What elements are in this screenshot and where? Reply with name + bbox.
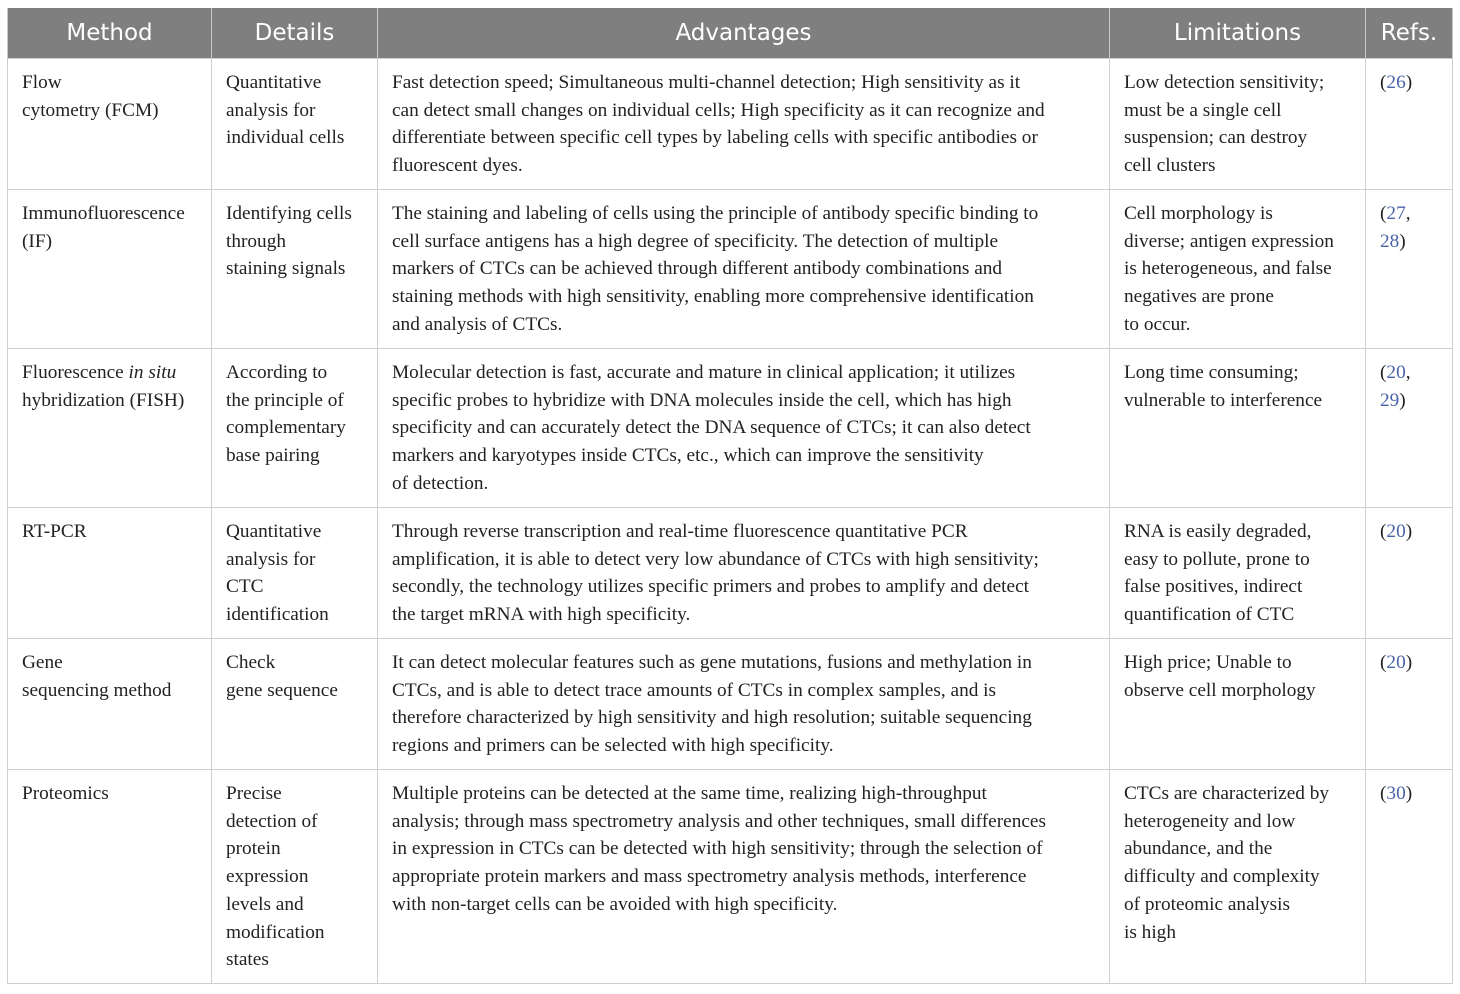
details-line: individual cells — [226, 127, 345, 149]
ref-paren: ( — [1380, 521, 1387, 542]
table-row — [8, 190, 1453, 349]
details-line: Check — [226, 652, 276, 673]
limitations-line: diverse; antigen expression — [1124, 230, 1334, 252]
limitations-line: Long time consuming; — [1124, 362, 1299, 383]
details-line: base pairing — [226, 445, 320, 467]
ref-link[interactable]: 29 — [1380, 389, 1400, 411]
details-line: complementary — [226, 417, 346, 439]
limitations-line: is heterogeneous, and false — [1124, 258, 1332, 280]
details-cell — [212, 190, 378, 349]
method-line — [22, 359, 203, 387]
advantages-line: in expression in CTCs can be detected with high sensitivity; through the selection of — [392, 838, 1043, 860]
ref-paren: ( — [1380, 362, 1387, 383]
limitations-line: of proteomic analysis — [1124, 893, 1290, 915]
details-line: analysis for — [226, 99, 316, 121]
ref-link[interactable]: 30 — [1386, 783, 1406, 804]
limitations-line: must be a single cell — [1124, 99, 1282, 121]
ref-paren: ( — [1380, 72, 1387, 93]
details-line: through — [226, 230, 286, 252]
method-line: Proteomics — [22, 783, 109, 804]
advantages-line: of detection. — [392, 472, 489, 494]
refs-cell — [1366, 770, 1453, 984]
ref-link[interactable]: 20 — [1386, 652, 1406, 673]
limitations-line: negatives are prone — [1124, 286, 1274, 308]
limitations-line: High price; Unable to — [1124, 652, 1292, 673]
header-limitations: Limitations — [1110, 8, 1366, 59]
advantages-line: cell surface antigens has a high degree of specificity. The detection of multiple — [392, 230, 999, 252]
advantages-line: CTCs, and is able to detect trace amounts of CTCs in complex samples, and is — [392, 679, 997, 701]
ref-link[interactable]: 20 — [1386, 521, 1406, 542]
advantages-line: analysis; through mass spectrometry analysis and other techniques, small differences — [392, 810, 1046, 832]
details-line: states — [226, 949, 269, 971]
details-line: modification — [226, 921, 325, 943]
advantages-line: appropriate protein markers and mass spectrometry analysis methods, interference — [392, 866, 1027, 888]
limitations-line: vulnerable to interference — [1124, 389, 1323, 411]
limitations-line: false positives, indirect — [1124, 576, 1303, 598]
limitations-line: abundance, and the — [1124, 838, 1273, 860]
header-details: Details — [212, 8, 378, 59]
limitations-cell — [1110, 639, 1366, 770]
advantages-cell — [378, 349, 1110, 508]
header-method: Method — [8, 8, 212, 59]
table-row — [8, 508, 1453, 639]
advantages-line: differentiate between specific cell types by labeling cells with specific antibodies or — [392, 127, 1038, 149]
details-line: identification — [226, 604, 329, 626]
ref-link[interactable]: 20 — [1386, 362, 1406, 383]
advantages-line: staining methods with high sensitivity, enabling more comprehensive identification — [392, 286, 1034, 308]
advantages-line: secondly, the technology utilizes specific primers and probes to amplify and detect — [392, 576, 1029, 598]
advantages-line: Through reverse transcription and real-time fluorescence quantitative PCR — [392, 521, 968, 542]
advantages-line: Fast detection speed; Simultaneous multi-channel detection; High sensitivity as it — [392, 72, 1021, 93]
details-cell — [212, 770, 378, 984]
limitations-cell — [1110, 770, 1366, 984]
details-cell — [212, 508, 378, 639]
details-line: Quantitative — [226, 521, 322, 542]
method-line: Gene — [22, 652, 63, 673]
details-line: gene sequence — [226, 679, 338, 701]
limitations-line: Cell morphology is — [1124, 203, 1273, 224]
limitations-line: Low detection sensitivity; — [1124, 72, 1325, 93]
advantages-line: fluorescent dyes. — [392, 155, 523, 177]
advantages-line: specificity and can accurately detect the DNA sequence of CTCs; it can also detect — [392, 417, 1031, 439]
advantages-line: Molecular detection is fast, accurate and mature in clinical application; it utilizes — [392, 362, 1016, 383]
method-italic-text: in situ — [128, 362, 177, 383]
limitations-cell — [1110, 349, 1366, 508]
ref-paren: ( — [1380, 203, 1387, 224]
ref-link[interactable]: 27 — [1386, 203, 1406, 224]
refs-cell: (27, 28) — [1366, 190, 1453, 349]
advantages-cell — [378, 59, 1110, 190]
header-advantages: Advantages — [378, 8, 1110, 59]
details-line: staining signals — [226, 258, 346, 280]
details-line: the principle of — [226, 389, 344, 411]
refs-cell — [1366, 59, 1453, 190]
limitations-line: quantification of CTC — [1124, 604, 1295, 626]
limitations-line: is high — [1124, 921, 1176, 943]
method-cell — [8, 59, 212, 190]
table-row — [8, 639, 1453, 770]
advantages-line: The staining and labeling of cells using the principle of antibody specific binding to — [392, 203, 1039, 224]
ref-paren: ) — [1405, 521, 1413, 542]
advantages-line: Multiple proteins can be detected at the same time, realizing high-throughput — [392, 783, 987, 804]
details-line: analysis for — [226, 548, 316, 570]
details-line: CTC — [226, 576, 264, 598]
method-line: (IF) — [22, 230, 52, 252]
table-row — [8, 349, 1453, 508]
details-line: protein — [226, 838, 281, 860]
method-cell — [8, 190, 212, 349]
advantages-line: and analysis of CTCs. — [392, 313, 563, 335]
method-cell — [8, 508, 212, 639]
advantages-line: specific probes to hybridize with DNA molecules inside the cell, which has high — [392, 389, 1012, 411]
ref-paren: ( — [1380, 652, 1387, 673]
details-cell — [212, 639, 378, 770]
advantages-line: amplification, it is able to detect very low abundance of CTCs with high sensitivity; — [392, 548, 1039, 570]
limitations-line: CTCs are characterized by — [1124, 783, 1330, 804]
table-row — [8, 59, 1453, 190]
details-line: detection of — [226, 810, 318, 832]
limitations-line: easy to pollute, prone to — [1124, 548, 1310, 570]
refs-cell — [1366, 639, 1453, 770]
advantages-line: markers and karyotypes inside CTCs, etc., which can improve the sensitivity — [392, 445, 984, 467]
method-cell — [8, 770, 212, 984]
ref-paren: ) — [1399, 230, 1406, 252]
details-line: Quantitative — [226, 72, 322, 93]
ref-paren: ( — [1380, 783, 1387, 804]
limitations-line: RNA is easily degraded, — [1124, 521, 1312, 542]
method-text: Fluorescence — [22, 362, 129, 383]
ref-paren: ) — [1405, 783, 1413, 804]
ref-paren: ) — [1405, 72, 1413, 93]
method-line: hybridization (FISH) — [22, 389, 185, 411]
advantages-cell — [378, 770, 1110, 984]
limitations-line: to occur. — [1124, 313, 1191, 335]
limitations-line: cell clusters — [1124, 155, 1216, 177]
limitations-cell — [1110, 59, 1366, 190]
advantages-line: the target mRNA with high specificity. — [392, 604, 691, 626]
details-line: Precise — [226, 783, 282, 804]
advantages-cell — [378, 639, 1110, 770]
limitations-cell — [1110, 190, 1366, 349]
header-refs: Refs. — [1366, 8, 1453, 59]
method-line: sequencing method — [22, 679, 172, 701]
limitations-line: observe cell morphology — [1124, 679, 1316, 701]
refs-cell — [1366, 508, 1453, 639]
method-cell — [8, 349, 212, 508]
method-line: Flow — [22, 72, 62, 93]
details-cell — [212, 59, 378, 190]
method-line: cytometry (FCM) — [22, 99, 159, 121]
details-line: expression — [226, 866, 309, 888]
advantages-line: It can detect molecular features such as gene mutations, fusions and methylation in — [392, 652, 1032, 673]
limitations-line: suspension; can destroy — [1124, 127, 1308, 149]
limitations-line: heterogeneity and low — [1124, 810, 1296, 832]
advantages-line: with non-target cells can be avoided with high specificity. — [392, 893, 838, 915]
header-row — [8, 8, 1453, 59]
method-line: RT-PCR — [22, 521, 87, 542]
ref-paren: ) — [1405, 652, 1413, 673]
ref-paren: ) — [1399, 389, 1406, 411]
advantages-line: therefore characterized by high sensitivity and high resolution; suitable sequencing — [392, 707, 1032, 729]
ref-link[interactable]: 26 — [1386, 72, 1406, 93]
limitations-cell — [1110, 508, 1366, 639]
advantages-line: regions and primers can be selected with high specificity. — [392, 735, 834, 757]
details-cell — [212, 349, 378, 508]
methods-table — [7, 8, 1453, 984]
advantages-cell — [378, 508, 1110, 639]
refs-cell: (20, 29) — [1366, 349, 1453, 508]
method-line: Immunofluorescence — [22, 203, 185, 224]
details-line: Identifying cells — [226, 203, 352, 224]
table-row — [8, 770, 1453, 984]
limitations-line: difficulty and complexity — [1124, 866, 1320, 888]
ref-link[interactable]: 28 — [1380, 230, 1400, 252]
advantages-cell — [378, 190, 1110, 349]
details-line: levels and — [226, 893, 304, 915]
advantages-line: markers of CTCs can be achieved through different antibody combinations and — [392, 258, 1003, 280]
method-cell — [8, 639, 212, 770]
advantages-line: can detect small changes on individual cells; High specificity as it can recognize and — [392, 99, 1045, 121]
details-line: According to — [226, 362, 328, 383]
